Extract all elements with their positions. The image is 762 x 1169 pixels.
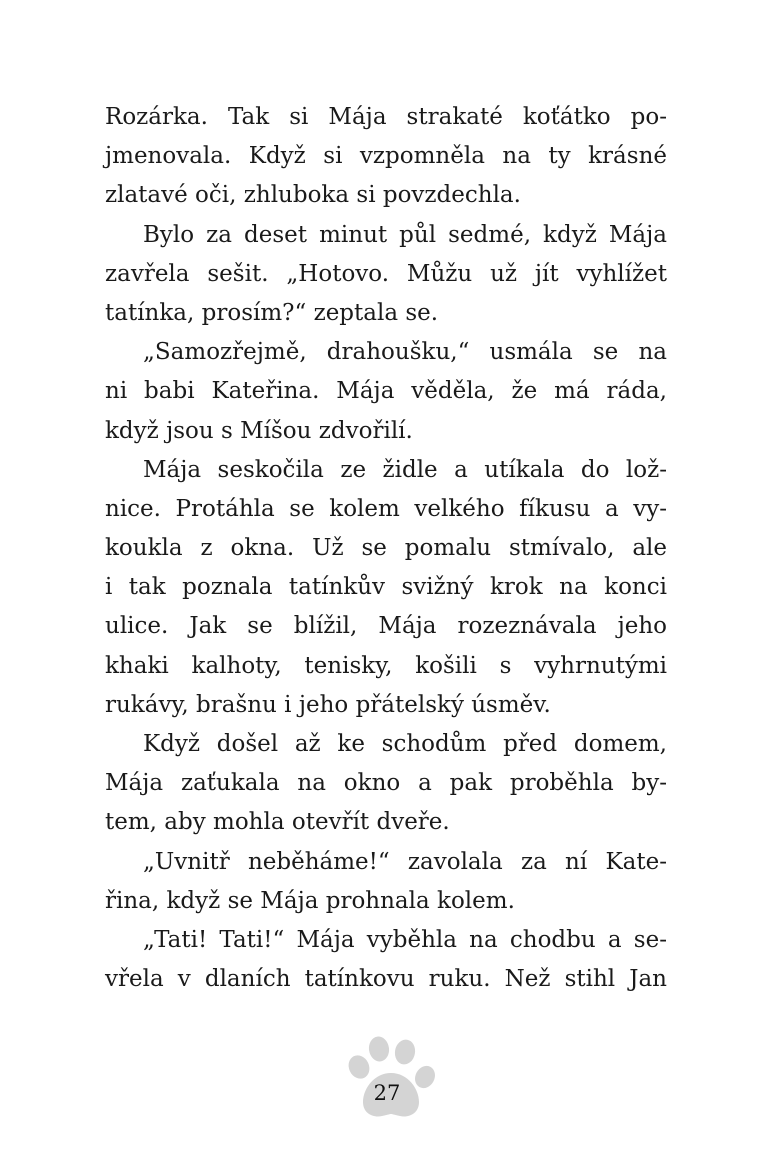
text-line: Mája seskočila ze židle a utíkala do lož- (143, 456, 667, 483)
text-line: zavřela sešit. „Hotovo. Můžu už jít vyhlížet (105, 260, 667, 287)
text-line: ulice. Jak se blížil, Mája rozeznávala jeho (105, 613, 667, 640)
text-line: „Uvnitř neběháme!“ zavolala za ní Kate- (143, 848, 667, 875)
paw-print-icon (346, 1036, 436, 1120)
text-line: tatínka, prosím?“ zeptala se. (105, 299, 439, 326)
paragraph (105, 98, 667, 216)
text-line: tem, aby mohla otevřít dveře. (105, 809, 450, 836)
text-line: nice. Protáhla se kolem velkého fíkusu a vy- (105, 495, 667, 522)
text-line: Mája zaťukala na okno a pak proběhla by- (105, 770, 667, 797)
text-line: koukla z okna. Už se pomalu stmívalo, ale (105, 535, 667, 562)
text-line: ni babi Kateřina. Mája věděla, že má ráda, (105, 378, 667, 405)
text-line: „Samozřejmě, drahoušku,“ usmála se na (143, 339, 667, 366)
paragraph (105, 333, 667, 451)
paragraph (105, 843, 667, 921)
text-line: řina, když se Mája prohnala kolem. (105, 887, 515, 914)
text-line: Bylo za deset minut půl sedmé, když Mája (143, 221, 667, 248)
text-line: rukávy, brašnu i jeho přátelský úsměv. (105, 691, 551, 718)
text-line: Rozárka. Tak si Mája strakaté koťátko po- (105, 104, 667, 130)
page-body-text (105, 98, 667, 999)
text-line: „Tati! Tati!“ Mája vyběhla na chodbu a se- (143, 926, 667, 953)
paragraph (105, 216, 667, 334)
text-line: když jsou s Míšou zdvořilí. (105, 417, 413, 444)
text-line: khaki kalhoty, tenisky, košili s vyhrnutými (105, 652, 667, 679)
page-number: 27 (373, 1081, 401, 1105)
paragraph (105, 725, 667, 843)
text-line: jmenovala. Když si vzpomněla na ty krásné (105, 143, 667, 170)
paragraph (105, 451, 667, 725)
text-line: i tak poznala tatínkův svižný krok na konci (105, 574, 667, 601)
text-line: vřela v dlaních tatínkovu ruku. Než stihl Jan (105, 966, 667, 993)
text-line: Když došel až ke schodům před domem, (143, 731, 667, 757)
paragraph (105, 921, 667, 999)
text-line: zlatavé oči, zhluboka si povzdechla. (105, 182, 521, 209)
